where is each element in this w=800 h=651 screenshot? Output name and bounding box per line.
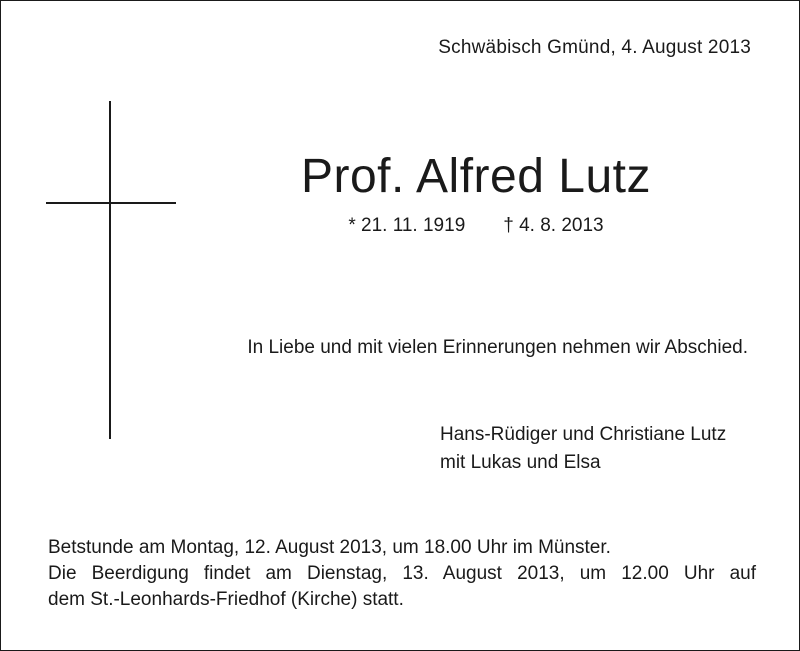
funeral-line: Die Beerdigung findet am Dienstag, 13. August 2013, um 12.00 Uhr auf <box>48 563 756 584</box>
deceased-name: Prof. Alfred Lutz <box>300 150 651 203</box>
life-dates <box>201 215 751 237</box>
mourners <box>440 421 726 477</box>
cross-vertical-bar <box>109 101 111 439</box>
farewell-text: In Liebe und mit vielen Erinnerungen nehmen wir Abschied. <box>247 337 748 358</box>
prayer-service-line: Betstunde am Montag, 12. August 2013, um 18.00 Uhr im Münster. <box>48 537 611 558</box>
death-date: † 4. 8. 2013 <box>503 215 604 236</box>
mourner-line: Hans-Rüdiger und Christiane Lutz <box>440 424 727 445</box>
mourner-line: mit Lukas und Elsa <box>440 452 601 473</box>
cross-horizontal-bar <box>46 202 176 204</box>
funeral-location-line: dem St.-Leonhards-Friedhof (Kirche) statt. <box>48 589 404 610</box>
place-date: Schwäbisch Gmünd, 4. August 2013 <box>438 37 751 58</box>
birth-date: * 21. 11. 1919 <box>348 215 466 236</box>
cross-icon <box>46 101 176 439</box>
service-details <box>48 535 756 613</box>
